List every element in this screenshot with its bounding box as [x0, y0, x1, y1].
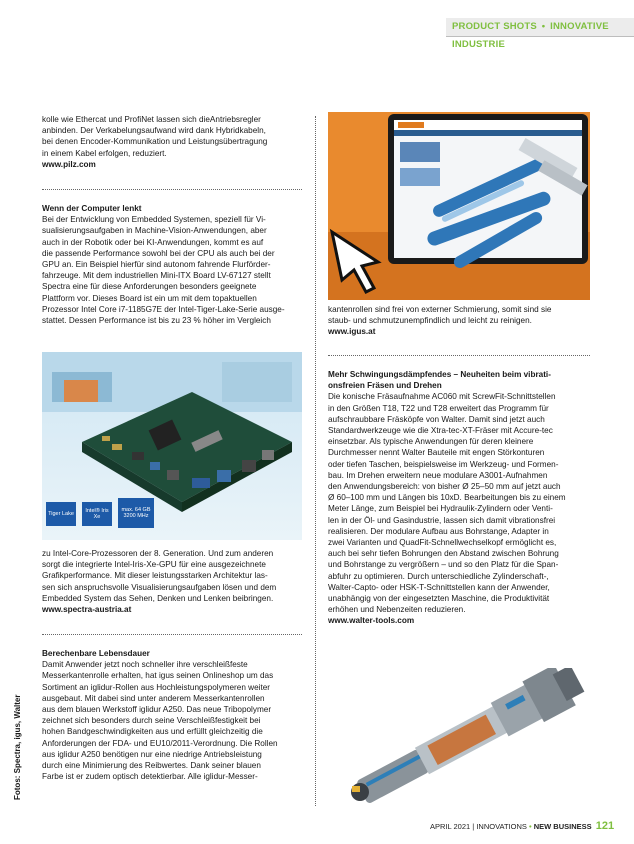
walter-line: Meter Länge, zum Beispiel bei Hydraulik-Zylindern oder Venti- [328, 504, 553, 514]
igus-line: ausgebaut. Mit dabei sind unter anderem Messerkantenrollen [42, 693, 265, 703]
photo-credit [12, 690, 24, 800]
article-walter [328, 369, 590, 627]
article-igus-cont [328, 304, 590, 338]
header-rule [446, 36, 634, 37]
page-footer [430, 820, 614, 832]
footer-divider: | [472, 822, 475, 831]
walter-line: auch bei sehr tiefen Bohrungen den Abstand zwischen Bohrung [328, 549, 559, 559]
walter-line: Standardwerkzeuge wie die Xtra-tec-XT-Fräser mit Accure-tec [328, 426, 553, 436]
tool-illustration [328, 668, 590, 810]
igus-line: Farbe ist er zudem optisch detektierbar. Alle iglidur-Messer- [42, 772, 258, 782]
igus-illustration [328, 112, 590, 300]
pilz-line: kolle wie Ethercat und ProfiNet lassen sich dieAntriebsregler [42, 115, 261, 124]
spectra-line: sualisierungsaufgaben in Machine-Vision-Anwendungen, aber [42, 226, 267, 236]
badge-memory: max. 64 GB 3200 MHz [118, 498, 154, 528]
walter-line: Ø 60–100 mm und Längen bis 10xD. Bearbeitungen bis zu einem [328, 493, 566, 503]
igus-line: aus dem blauen Werkstoff iglidur A250. Das neue Tribopolymer [42, 705, 272, 715]
igus-line: kantenrollen sind frei von externer Schmierung, somit sind sie [328, 305, 552, 314]
walter-heading: onsfreien Fräsen und Drehen [328, 381, 442, 391]
mini-itx-board-image [42, 352, 302, 540]
pilz-line: in einem Kabel erfolgen, reduziert. [42, 148, 167, 158]
walter-heading: Mehr Schwingungsdämpfendes – Neuheiten beim vibrati- [328, 370, 551, 379]
article-spectra [42, 203, 302, 326]
igus-line: staub- und schmutzunempfindlich und leicht zu reinigen. [328, 316, 532, 326]
spectra-line: Spectra eine für diese Anforderungen besonders geeignete [42, 282, 257, 292]
walter-line: in den Größen T18, T22 und T28 erweitert das Programm für [328, 403, 549, 413]
walter-url[interactable]: www.walter-tools.com [328, 616, 415, 626]
walter-line: oder tiefen Taschen, beispielsweise im Werkzeug- und Formen- [328, 459, 559, 469]
walter-line: len in der Öl- und Gasindustrie, lassen sich damit vibrationsfrei [328, 515, 556, 525]
walter-line: bau. Im Drehen erweitern neue modulare A3001-Aufnahmen [328, 470, 548, 480]
igus-line: zeichnet sich besonders durch seine Verschleißfestigkeit bei [42, 716, 261, 726]
walter-line: Durchmesser nennt Walter Bauteile mit engen Störkonturen [328, 448, 545, 458]
igus-line: hohen Bandgeschwindigkeiten aus und erfüllt gleichzeitig die [42, 727, 263, 737]
category-label: INNOVATIVE INDUSTRIE [452, 21, 609, 50]
spectra-line: Prozessor Intel Core i7-1185G7E der Intel-Tiger-Lake-Serie ausge- [42, 304, 285, 314]
spectra-line: zu Intel-Core-Prozessoren der 8. Generation. Und zum anderen [42, 549, 274, 558]
walter-line: Walter-Capto- oder HSK-T-Schnittstellen kann der Anwender, [328, 582, 550, 592]
spectra-heading: Wenn der Computer lenkt [42, 204, 142, 213]
igus-url[interactable]: www.igus.at [328, 327, 376, 337]
spectra-line: Bei der Entwicklung von Embedded Systemen, speziell für Vi- [42, 215, 266, 225]
walter-line: zwei Varianten und QuadFit-Schnellwechselkopf ermöglicht es, [328, 538, 557, 548]
igus-line: Messerkantenrolle erhalten, hat igus seinen Onlineshop um das [42, 671, 274, 681]
spectra-line: GPU an. Ein Beispiel hierfür sind autonom fahrende Flurförder- [42, 260, 271, 270]
article-pilz [42, 114, 302, 170]
spectra-line: auch in der Robotik oder bei KI-Anwendungen, kommt es auf [42, 237, 264, 247]
section-label: PRODUCT SHOTS [452, 21, 537, 32]
igus-shop-image [328, 112, 590, 300]
igus-line: Sortiment an iglidur-Rollen aus Hochleistungspolymeren weiter [42, 682, 270, 692]
board-illustration [42, 352, 302, 540]
walter-line: und Bohrstange zu vergrößern – und so den Platz für die Span- [328, 560, 559, 570]
igus-line: Damit Anwender jetzt noch schneller ihre verschleißfeste [42, 660, 248, 670]
badge-iris-xe: Intel® Iris Xe [82, 502, 112, 526]
spectra-line: sen sich anspruchsvolle Visualisierungsaufgaben lösen und dem [42, 582, 277, 592]
walter-line: aufschraubbare Fräsköpfe von Walter. Damit sind jetzt auch [328, 414, 545, 424]
column-divider [315, 116, 316, 806]
footer-brand: NEW BUSINESS [533, 822, 592, 831]
walter-line: unabhängig von der eingesetzten Maschine, die Produktivität [328, 594, 550, 604]
spectra-line: sorgt die integrierte Intel-Iris-Xe-GPU für eine ausgezeichnete [42, 560, 266, 570]
article-spectra-cont [42, 548, 302, 615]
divider [42, 634, 302, 635]
spectra-line: die passende Performance sowohl bei der CPU als auch bei der [42, 248, 275, 258]
article-igus [42, 648, 302, 782]
divider [42, 189, 302, 190]
walter-line: abfuhr zu optimieren. Durch unterschiedliche Zylinderschaft-, [328, 571, 549, 581]
pilz-line: anbinden. Der Verkabelungsaufwand wird dank Hybridkabeln, [42, 126, 266, 136]
walter-line: realisieren. Der modulare Aufbau aus Bohrstange, Adapter in [328, 526, 549, 536]
footer-issue: APRIL 2021 [430, 822, 471, 831]
spectra-url[interactable]: www.spectra-austria.at [42, 605, 132, 615]
photo-credit-text: Fotos: Spectra, igus, Walter [13, 694, 22, 800]
divider [328, 355, 590, 356]
walter-line: den Anwendungsbereich: von bisher Ø 25–50 mm auf jetzt auch [328, 482, 561, 492]
footer-magazine: INNOVATIONS [476, 822, 527, 831]
igus-line: Anforderungen der FDA- und EU10/2011-Verordnung. Die Rollen [42, 738, 278, 748]
spectra-line: Grafikperformance. Mit dieser leistungsstarken Architektur las- [42, 571, 268, 581]
pilz-line: bei denen Encoder-Kommunikation und Leistungsübertragung [42, 137, 268, 147]
spectra-line: Embedded System das Sehen, Denken und Lenken beibringen. [42, 593, 274, 603]
igus-line: aus iglidur A250 benötigen nur eine niedrige Antriebsleistung [42, 749, 262, 759]
walter-line: erhöhen und Nebenzeiten reduzieren. [328, 605, 466, 615]
walter-line: Die konische Fräsaufnahme AC060 mit ScrewFit-Schnittstellen [328, 392, 556, 402]
badge-tiger-lake: Tiger Lake [46, 502, 76, 526]
walter-tool-image [328, 668, 590, 810]
page-number: 121 [595, 820, 615, 832]
igus-line: durch eine Minimierung des Reibwertes. Dank seiner blauen [42, 761, 261, 771]
spectra-line: fahrzeuge. Mit dem industriellen Mini-ITX Board LV-67127 stellt [42, 271, 271, 281]
pilz-url[interactable]: www.pilz.com [42, 159, 96, 169]
footer-bullet: • [528, 822, 532, 831]
walter-line: einsetzbar. Als typische Anwendungen für deren kleinere [328, 437, 534, 447]
spectra-line: stattet. Dessen Performance ist bis zu 23 % höher im Vergleich [42, 316, 271, 326]
section-header [446, 18, 634, 50]
section-separator: • [541, 21, 546, 32]
spectra-line: Plattform vor. Dieses Board ist ein um mit dem topaktuellen [42, 293, 257, 303]
igus-heading: Berechenbare Lebensdauer [42, 649, 150, 658]
